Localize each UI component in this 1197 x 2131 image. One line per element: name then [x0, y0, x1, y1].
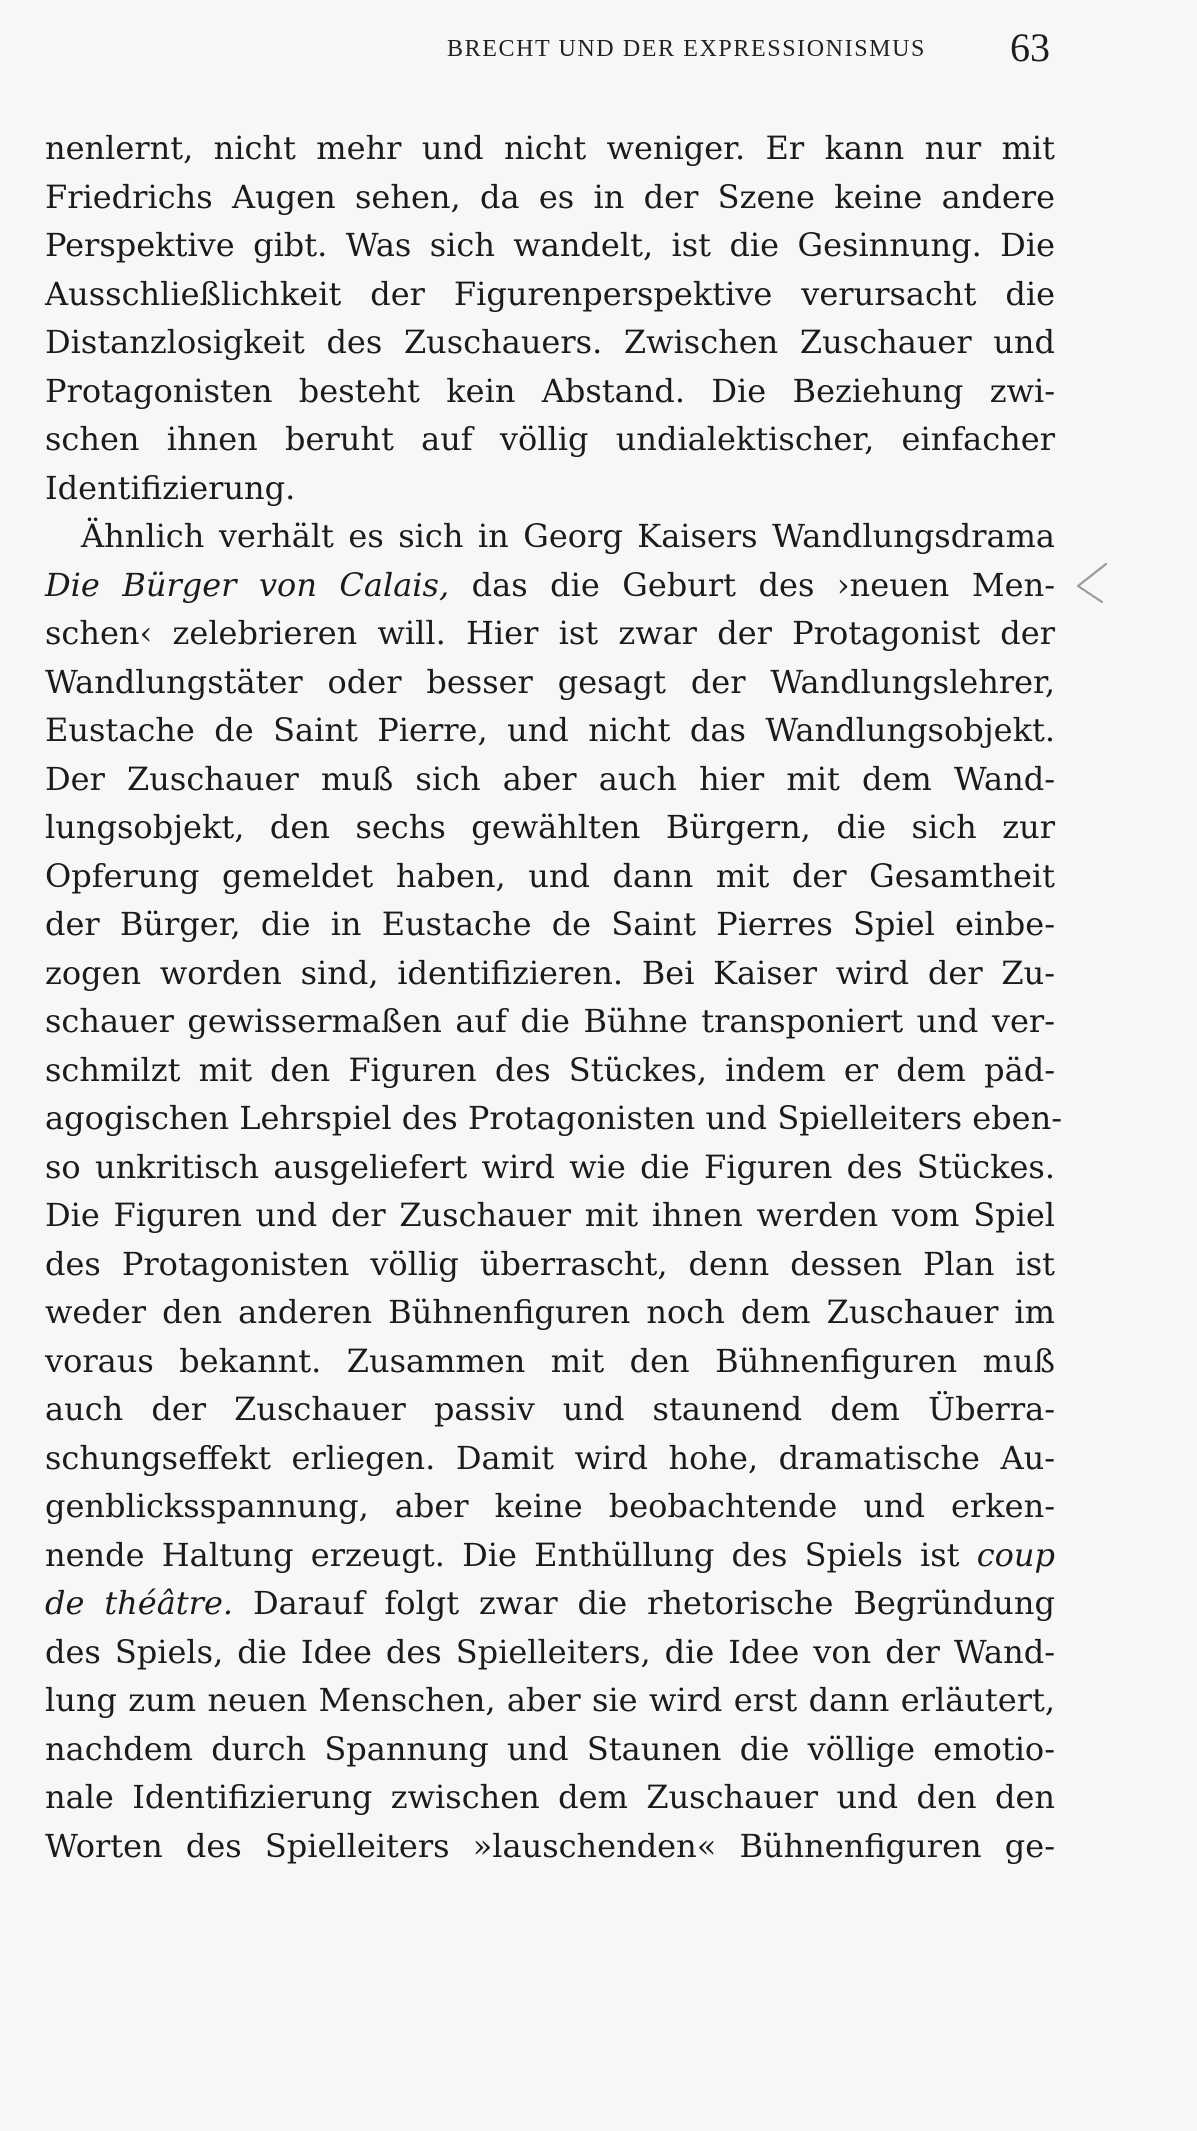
text-line [45, 1482, 1055, 1531]
text-line [45, 1337, 1055, 1386]
text-segment: voraus bekannt. Zusammen mit den Bühnenfiguren muß [45, 1341, 1055, 1380]
text-line [45, 1385, 1055, 1434]
text-segment: der Bürger, die in Eustache de Saint Pierres Spiel einbe- [45, 905, 1055, 943]
text-line [45, 1579, 1055, 1628]
text-segment: schen ihnen beruht auf völlig undialektischer, einfacher [45, 420, 1055, 458]
text-segment: lung zum neuen Menschen, aber sie wird erst dann erläutert, [45, 1681, 1055, 1719]
text-line [45, 221, 1055, 270]
text-segment: lungsobjekt, den sechs gewählten Bürgern, die sich zur [45, 808, 1055, 846]
text-line [45, 755, 1055, 804]
text-segment: Der Zuschauer muß sich aber auch hier mit dem Wand- [45, 759, 1055, 798]
text-line [45, 367, 1055, 416]
text-line [45, 1094, 1062, 1143]
text-line [45, 658, 1055, 707]
text-segment: nachdem durch Spannung und Staunen die völlige emotio- [45, 1729, 1055, 1768]
text-line [45, 852, 1055, 901]
text-segment: genblicksspannung, aber keine beobachtende und erken- [45, 1487, 1055, 1525]
text-segment: schauer gewissermaßen auf die Bühne transponiert und ver- [45, 1002, 1055, 1040]
text-segment: zogen worden sind, identifizieren. Bei Kaiser wird der Zu- [45, 953, 1055, 992]
text-segment: Identifizierung. [45, 468, 296, 507]
text-segment: Ähnlich verhält es sich in Georg Kaisers Wandlungsdrama [81, 517, 1055, 555]
pencil-chevron-mark-icon [1072, 560, 1112, 606]
italic-text: coup [976, 1535, 1055, 1574]
text-line [45, 949, 1055, 998]
text-line [45, 706, 1055, 755]
text-segment: Darauf folgt zwar die rhetorische Begründung [233, 1584, 1056, 1622]
text-line [45, 1191, 1055, 1240]
text-line [45, 1240, 1055, 1289]
text-line [45, 270, 1055, 319]
text-segment: das die Geburt des ›neuen Men- [449, 565, 1056, 604]
text-segment: Wandlungstäter oder besser gesagt der Wandlungslehrer, [45, 662, 1055, 701]
text-line [45, 1434, 1055, 1483]
text-line [45, 415, 1055, 464]
text-segment: des Spiels, die Idee des Spielleiters, die Idee von der Wand- [45, 1632, 1055, 1671]
text-line [45, 1676, 1055, 1725]
text-line [45, 173, 1055, 222]
text-segment: Opferung gemeldet haben, und dann mit der Gesamtheit [45, 856, 1055, 895]
text-segment: schungseffekt erliegen. Damit wird hohe, dramatische Au- [45, 1438, 1055, 1477]
text-line [45, 124, 1055, 173]
running-head: BRECHT UND DER EXPRESSIONISMUS [447, 36, 926, 62]
text-line [45, 1822, 1055, 1871]
text-segment: nende Haltung erzeugt. Die Enthüllung des Spiels ist [45, 1535, 977, 1574]
text-line [45, 1773, 1055, 1822]
text-line [45, 1531, 1055, 1580]
text-segment: nale Identifizierung zwischen dem Zuschauer und den den [45, 1778, 1055, 1816]
text-line [45, 512, 1055, 561]
text-segment: Friedrichs Augen sehen, da es in der Szene keine andere [45, 177, 1055, 216]
text-line [45, 997, 1055, 1046]
text-line [45, 464, 1055, 513]
text-segment: agogischen Lehrspiel des Protagonisten und Spielleiters eben- [45, 1099, 1062, 1137]
text-segment: nenlernt, nicht mehr und nicht weniger. Er kann nur mit [45, 129, 1055, 167]
text-line [45, 1725, 1055, 1774]
text-line [45, 900, 1055, 949]
text-line [45, 318, 1055, 367]
text-segment: Perspektive gibt. Was sich wandelt, ist die Gesinnung. Die [45, 226, 1055, 264]
text-segment: weder den anderen Bühnenfiguren noch dem Zuschauer im [45, 1293, 1055, 1331]
text-line [45, 1143, 1055, 1192]
text-segment: Die Figuren und der Zuschauer mit ihnen werden vom Spiel [45, 1196, 1055, 1234]
italic-text: de théâtre. [45, 1584, 234, 1622]
text-segment: Eustache de Saint Pierre, und nicht das Wandlungsobjekt. [45, 711, 1055, 749]
text-segment: Worten des Spielleiters »lauschenden« Bühnenfiguren ge- [45, 1826, 1055, 1865]
text-segment: so unkritisch ausgeliefert wird wie die Figuren des Stückes. [45, 1147, 1055, 1186]
text-line [45, 1628, 1055, 1677]
page-number: 63 [1010, 25, 1050, 70]
text-line [45, 561, 1055, 610]
text-segment: des Protagonisten völlig überrascht, denn dessen Plan ist [45, 1244, 1055, 1283]
text-segment: Ausschließlichkeit der Figurenperspektive verursacht die [45, 274, 1055, 313]
text-line [45, 1046, 1055, 1095]
italic-text: Die Bürger von Calais, [45, 565, 450, 604]
body-text [45, 124, 1062, 1870]
text-line [45, 609, 1055, 658]
text-segment: schmilzt mit den Figuren des Stückes, indem er dem päd- [45, 1050, 1055, 1089]
text-line [45, 1288, 1055, 1337]
text-segment: auch der Zuschauer passiv und staunend dem Überra- [45, 1390, 1055, 1428]
text-segment: Distanzlosigkeit des Zuschauers. Zwischen Zuschauer und [45, 323, 1055, 361]
text-line [45, 803, 1055, 852]
text-segment: schen‹ zelebrieren will. Hier ist zwar der Protagonist der [45, 614, 1055, 652]
text-segment: Protagonisten besteht kein Abstand. Die Beziehung zwi- [45, 371, 1055, 410]
